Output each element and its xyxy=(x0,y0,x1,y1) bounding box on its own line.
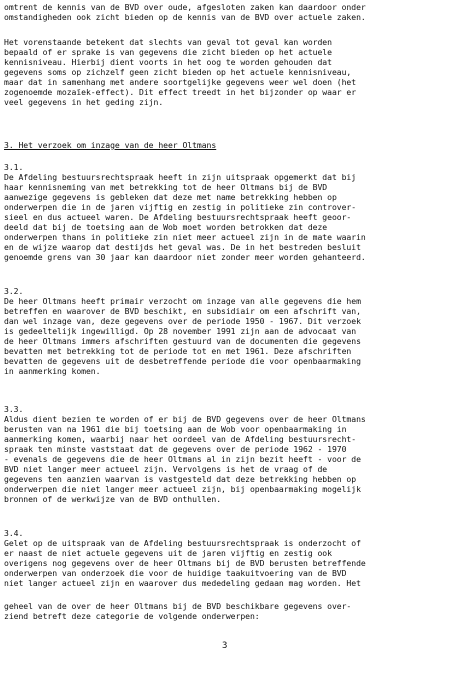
section-heading: 3. Het verzoek om inzage van de heer Oltmans xyxy=(4,140,217,150)
text-line: veel gegevens in het geding zijn. xyxy=(4,97,164,107)
text-line: zogenoemde mozaïek-effect). Dit effect treedt in het bijzonder op waar er xyxy=(4,87,357,97)
text-line: gegevens ten aanzien waarvan is vastgesteld dat deze betrekking hebben op xyxy=(4,474,357,484)
text-line: Aldus dient bezien te worden of er bij de BVD gegevens over de heer Oltmans xyxy=(4,414,366,424)
text-line: genoemde grens van 30 jaar kan daardoor niet zonder meer worden gehanteerd. xyxy=(4,252,366,262)
text-line: aanmerking komen, waarbij naar het oordeel van de Afdeling bestuursrecht- xyxy=(4,434,357,444)
text-line: onderwerpen thans in politieke zin niet meer actueel zijn in de mate waarin xyxy=(4,232,366,242)
paragraph-number: 3.4. xyxy=(4,528,24,538)
text-line: niet langer actueel zijn en waarover dus mededeling gedaan mag worden. Het xyxy=(4,578,361,588)
text-line: onderwerpen die in de jaren vijftig en zestig in politieke zin controver- xyxy=(4,202,357,212)
text-line: - evenals de gegevens die de heer Oltmans al in zijn bezit heeft - voor de xyxy=(4,454,361,464)
text-line: ziend betreft deze categorie de volgende onderwerpen: xyxy=(4,611,260,621)
text-line: kennisniveau. Hierbij dient voorts in het oog te worden gehouden dat xyxy=(4,57,332,67)
text-line: aanwezige gegevens is gebleken dat deze met name betrekking hebben op xyxy=(4,192,337,202)
text-line: Het vorenstaande betekent dat slechts van geval tot geval kan worden xyxy=(4,37,332,47)
text-line: in aanmerking komen. xyxy=(4,366,101,376)
text-line: omtrent de kennis van de BVD over oude, afgesloten zaken kan daardoor onder xyxy=(4,2,366,12)
text-line: deeld dat bij de toetsing aan de Wob moet worden betrokken dat deze xyxy=(4,222,328,232)
text-line: maar dat in samenhang met andere soortgelijke gegevens weer wel doen (het xyxy=(4,77,357,87)
text-line: bepaald of er sprake is van gegevens die zicht bieden op het actuele xyxy=(4,47,332,57)
text-line: Gelet op de uitspraak van de Afdeling bestuursrechtspraak is onderzocht of xyxy=(4,538,361,548)
text-line: de heer Oltmans immers afschriften gestuurd van de documenten die gegevens xyxy=(4,336,361,346)
text-line: onderwerpen die niet langer meer actueel zijn, bij openbaarmaking mogelijk xyxy=(4,484,361,494)
paragraph-number: 3.2. xyxy=(4,286,24,296)
text-line: spraak ten minste vaststaat dat de gegevens over de periode 1962 - 1970 xyxy=(4,444,347,454)
text-line: geheel van de over de heer Oltmans bij de BVD beschikbare gegevens over- xyxy=(4,601,352,611)
text-line: is gedeeltelijk ingewilligd. Op 28 november 1991 zijn aan de advocaat van xyxy=(4,326,357,336)
text-line: De heer Oltmans heeft primair verzocht om inzage van alle gegevens die hem xyxy=(4,296,361,306)
text-line: haar kennisneming van met betrekking tot de heer Oltmans bij de BVD xyxy=(4,182,328,192)
text-line: sieel en dus actueel waren. De Afdeling bestuursrechtspraak heeft geoor- xyxy=(4,212,352,222)
text-line: bevatten de gegevens uit de desbetreffende periode die voor openbaarmaking xyxy=(4,356,361,366)
text-line: bevatten met betrekking tot de periode tot en met 1961. Deze afschriften xyxy=(4,346,352,356)
paragraph-number: 3.1. xyxy=(4,162,24,172)
text-line: gegevens soms op zichzelf geen zicht bieden op het actuele kennisniveau, xyxy=(4,67,352,77)
text-line: omstandigheden ook zicht bieden op de kennis van de BVD over actuele zaken. xyxy=(4,12,366,22)
text-line: De Afdeling bestuursrechtspraak heeft in zijn uitspraak opgemerkt dat bij xyxy=(4,172,357,182)
text-line: onderwerpen van onderzoek die voor de huidige taakuitvoering van de BVD xyxy=(4,568,347,578)
text-line: berusten van na 1961 die bij toetsing aan de Wob voor openbaarmaking in xyxy=(4,424,347,434)
text-line: betreffen en waarover de BVD beschikt, en subsidiair om een afschrift van, xyxy=(4,306,361,316)
text-line: overigens nog gegevens over de heer Oltmans bij de BVD berusten betreffende xyxy=(4,558,366,568)
text-line: bronnen of de werkwijze van de BVD onthullen. xyxy=(4,494,222,504)
page-number: 3 xyxy=(222,641,228,651)
text-line: BVD niet langer meer actueel zijn. Vervolgens is het de vraag of de xyxy=(4,464,328,474)
text-line: en de wijze waarop dat destijds het geval was. De in het bestreden besluit xyxy=(4,242,361,252)
text-line: er naast de niet actuele gegevens uit de jaren vijftig en zestig ook xyxy=(4,548,332,558)
text-line: dan wel inzage van, deze gegevens over de periode 1950 - 1967. Dit verzoek xyxy=(4,316,361,326)
paragraph-number: 3.3. xyxy=(4,404,24,414)
